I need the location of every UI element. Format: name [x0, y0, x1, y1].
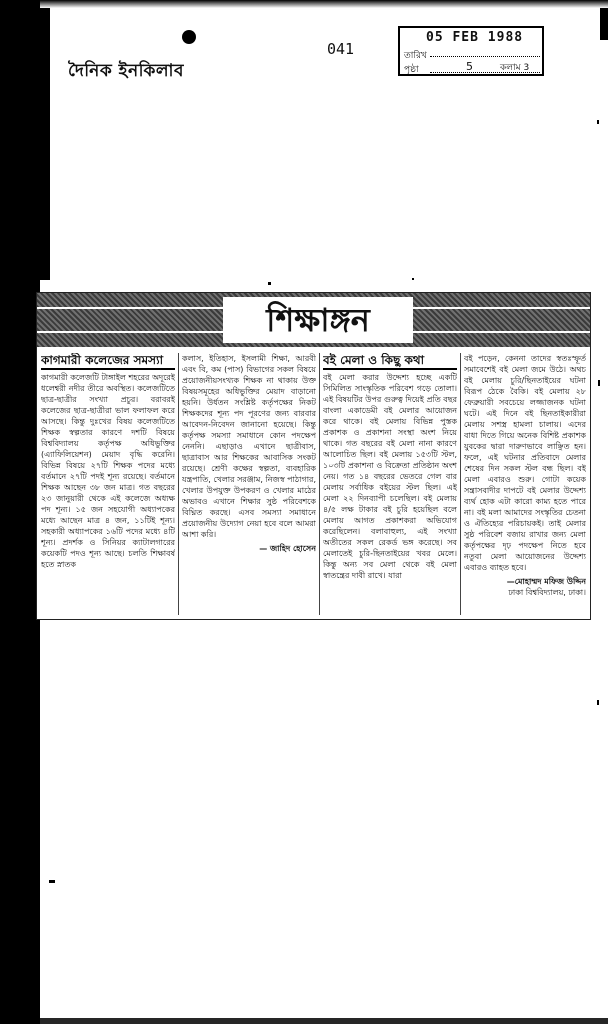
article-1-byline: — জাহিদ হোসেন	[259, 544, 316, 553]
article-2-continued-body: বই পড়েন, কেননা তাদের স্বতঃস্ফূর্ত সমাবেশেই বই মেলা জমে উঠে। অথচ বই মেলায় চুরি/ছিনতাইয়ের ঘটনা বিরূপ ঠেকে বৈকি। বই মেলায় ২৮ ফেব্রুয়ারী সবচেয়ে লজ্জাজনক ঘটনা ঘটে। এই দিনে বই ছিনতাইকারীরা মেলায় সশস্ত্র হামলা চালায়। এদের বাধা দিতে গিয়ে অনেক বিশিষ্ট প্রকাশক যুবকের দ্বারা দারুণভাবে লাঞ্ছিত হন। ফলে, এই ঘটনার প্রতিবাদে মেলার শেষের দিন সকল স্টল বন্ধ ছিল। বই মেলা এবারও শুরু। গোটা কয়েক সন্ত্রাসবাদীর দাপটে বই মেলার উদ্দেশ্য ব্যর্থ হোক এটা কারো কাম্য হতে পারে না। বই মলা আমাদের সংস্কৃতির চেতনা ও ঐতিহ্যের পরিচায়কই। তাই মেলার সুষ্ঠ পরিবেশ বজায় রাখার জন্য মেলা কর্তৃপক্ষের দৃঢ় পদক্ষেপ নিতে হবে নতুবা মেলা আয়োজনের উদ্দেশ্য এবারও ব্যাহত হবে।	[464, 354, 586, 572]
scan-speck	[268, 282, 271, 285]
column-divider-2	[319, 353, 320, 615]
stamp-rule-2	[430, 72, 540, 73]
scan-speck	[412, 278, 414, 280]
article-2-headline: বই মেলা ও কিছু কথা	[323, 353, 457, 370]
article-2-body: বই মেলা করার উদ্দেশ্য হচ্ছে একটি সিমিলিত সাংস্কৃতিক পরিবেশ গড়ে তোলা। এই বিষয়টির উপর গুরুত্ব দিয়েই প্রতি বছর বাংলা একাডেমী বই মেলার আয়োজন করে থাকে। বই মেলায় বিভিন্ন পুস্তক প্রকাশক ও প্রকাশনা সংস্থা অংশ নিয়ে থাকে। গত বছরের বই মেলা নানা কারণে আলোচিত ছিল। বই মেলায় ১৫৩টি স্টল, ১০৩টি প্রকাশনা ও বিক্রেতা প্রতিষ্ঠান অংশ নেয়। গত ১৪ বছরের ভেতরে গেল বার মেলায় সর্বাধিক বইয়ের স্টল ছিল। এই মেলা ২২ দিনব্যাপী চলেছিল। বই মেলায় ৪/৫ লক্ষ টাকার বই চুরি হয়েছিল বলে মেলায় আগত প্রকাশকরা অভিযোগ করেছিলেন। বলাবাহুল্য, এই সংখ্যা অতীতের সকল রেকর্ড ভঙ্গ করেছে। সব মেলাতেই চুরি-ছিনতাইয়ের খবর মেলে। কিন্তু অন্য সব মেলা থেকে বই মেলা স্বাতন্ত্রের দাবী রাখে। যারা	[323, 373, 457, 580]
scan-top-edge	[40, 0, 608, 8]
scan-speck	[597, 120, 599, 124]
stamp-date-label: তারিখ	[404, 51, 427, 61]
article-1-continued-body: কলাস, ইতিহাস, ইসলামী শিক্ষা, আরবী এবং বি, কম (পাস) বিভাগের সকল বিষয়ে প্রয়োজনীয়সংখ্যক শিক্ষক না থাকায় উক্ত বিষয়সমূহের অধিভুক্তির মেয়াদ বাড়ানো হয়নি। উর্ধতন সংশ্লিষ্ট কর্তৃপক্ষের নিকট শিক্ষকদের শূন্য পদ পূরণের জন্য বারবার আবেদন-নিবেদন জানানো হয়েছে। কিন্তু কর্তৃপক্ষ সমস্যা সমাধানে কোন পদক্ষেপ নেননি। এছাড়াও এখানে ছাত্রীবাস, ছাত্রাবাস আর শিক্ষকের আবাসিক সংকট রয়েছে। শ্রেণী কক্ষের স্বল্পতা, ব্যবহারিক যন্ত্রপাতি, খেলার সরঞ্জাম, নিজস্ব পাঠাগার, খেলার উপযুক্ত উপকরণ ও খেলার মাঠের অভাবও এখানে শিক্ষার সুষ্ঠ পরিবেশকে বিঘ্নিত করছে। এসব সমস্যা সমাধানে প্রয়োজনীয় উদ্যোগ নেয়া হবে বলে আমরা আশা করি।	[182, 354, 316, 539]
page-number: 041	[327, 40, 355, 58]
stamp-date: 05 FEB 1988	[426, 30, 524, 45]
scan-bottom-edge	[40, 1018, 608, 1024]
punch-hole-left	[182, 30, 196, 44]
stamp-page-label: পৃষ্ঠা	[404, 65, 419, 75]
section-banner	[37, 293, 590, 347]
column-divider-3	[460, 353, 461, 615]
article-1-column-1	[41, 353, 175, 615]
section-title: শিক্ষাঙ্গন	[223, 297, 413, 343]
stamp-rule-1	[430, 56, 540, 57]
article-2-byline: —মোহাম্মদ মফিজ উদ্দিন	[506, 577, 586, 586]
article-2-column-1	[323, 353, 457, 615]
scan-left-edge	[0, 0, 40, 1024]
scan-speck	[49, 880, 55, 883]
scan-speck	[597, 700, 599, 705]
newspaper-masthead: দৈনিক ইনকিলাব	[68, 61, 184, 81]
article-2-column-2	[464, 353, 586, 615]
date-stamp	[398, 26, 544, 76]
stamp-column-value: কলাম 3	[500, 63, 530, 73]
article-1-body: কাগমারী কলেজটি টাঙ্গাইল শহরের অদূরেই ধলেশ্বরী নদীর তীরে অবস্থিত। কলেজটিতে ছাত্র-ছাত্রীর সংখ্যা প্রচুর। বরাবরই কলেজের ছাত্র-ছাত্রীরা ভাল ফলাফল করে আসছে। কিন্তু দুঃখের বিষয় কলেজটিতে শিক্ষক স্বল্পতার কারণে দশটি বিষয়ে বিশ্ববিদ্যালয় কর্তৃপক্ষ অধিভুক্তির (এ্যাফিলিয়েশন) মেয়াদ বৃদ্ধি করেনি। বিভিন্ন বিষয়ে ২৭টি শিক্ষক পদের মধ্যে বর্তমানে ২৭টি পদই শূন্য রয়েছে। বর্তমানে শিক্ষক আছেন ৩৮ জন মাত্র। গত বছরের ২৩ জানুয়ারী থেকে এই কলেজে অধ্যক্ষ পদ শূন্য। ১৫ জন সহযোগী অধ্যাপকের মধ্যে আছেন মাত্র ৪ জন, ১১টিই শূন্য। সহকারী অধ্যাপকের ১৬টি পদের মধ্যে ৪টি শূন্য। প্রদর্শক ও সিনিয়র ক্যাটালগারের কয়েকটি পদও শূন্য আছে। চলতি শিক্ষাবর্ষ হতে স্নাতক	[41, 373, 175, 569]
article-1-headline: কাগমারী কলেজের সমস্যা	[41, 353, 175, 370]
article-2-affiliation: ঢাকা বিশ্ববিদ্যালয়, ঢাকা।	[508, 588, 586, 597]
scan-speck	[598, 380, 600, 386]
news-clipping	[36, 292, 591, 620]
scan-left-edge-top	[40, 0, 50, 280]
article-1-column-2	[182, 353, 316, 615]
stamp-page-value: 5	[466, 60, 473, 73]
column-divider-1	[178, 353, 179, 615]
